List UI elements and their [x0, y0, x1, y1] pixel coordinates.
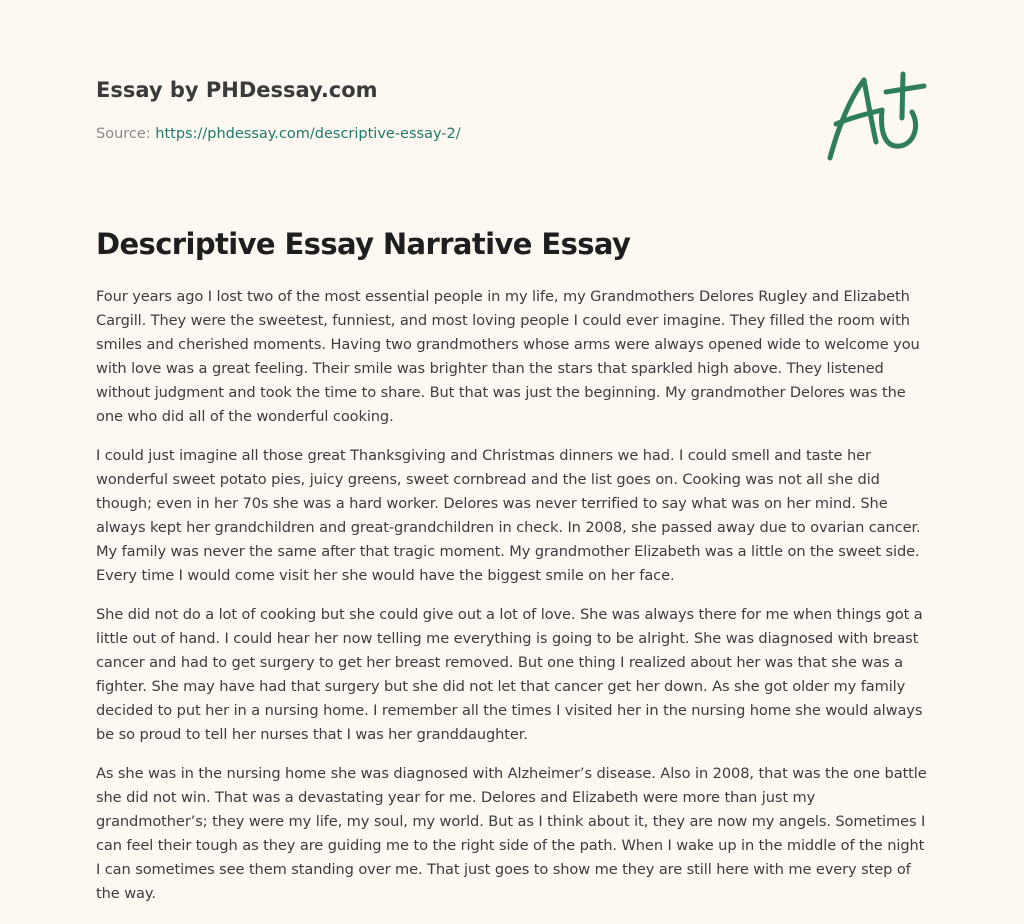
essay-paragraph: She did not do a lot of cooking but she could give out a lot of love. She was always there for me when things got a little out of hand. I could hear her now telling me everything is going to be alright. She was diagnosed with breast cancer and had to get surgery to get her breast removed. But one thing I realized about her was that she was a fighter. She may have had that surgery but she did not let that cancer get her down. As she got older my family decided to put her in a nursing home. I remember all the times I visited her in the nursing home she would always be so proud to tell her nurses that I was her granddaughter.: [96, 606, 923, 743]
essay-paragraph: Four years ago I lost two of the most essential people in my life, my Grandmothers Delores Rugley and Elizabeth Cargill. They were the sweetest, funniest, and most loving people I could ever imagine. They filled the room with smiles and cherished moments. Having two grandmothers whose arms were always opened wide to welcome you with love was a great feeling. Their smile was brighter than the stars that sparkled high above. They listened without judgment and took the time to share. But that was just the beginning. My grandmother Delores was the one who did all of the wonderful cooking.: [96, 288, 920, 425]
essay-paragraph: I could just imagine all those great Thanksgiving and Christmas dinners we had. I could smell and taste her wonderful sweet potato pies, juicy greens, sweet cornbread and the list goes on. Cooking was not all she did though; even in her 70s she was a hard worker. Delores was never terrified to say what was on her mind. She always kept her grandchildren and great-grandchildren in check. In 2008, she passed away due to ovarian cancer. My family was never the same after that tragic moment. My grandmother Elizabeth was a little on the sweet side. Every time I would come visit her she would have the biggest smile on her face.: [96, 447, 921, 584]
site-brand: Essay by PHDessay.com: [96, 78, 378, 102]
source-label: Source:: [96, 126, 151, 142]
source-link[interactable]: https://phdessay.com/descriptive-essay-2/: [155, 126, 461, 142]
essay-title: Descriptive Essay Narrative Essay: [96, 227, 631, 261]
a-plus-grade-icon: [820, 66, 930, 166]
essay-paragraph: As she was in the nursing home she was diagnosed with Alzheimer’s disease. Also in 2008, that was the one battle she did not win. That was a devastating year for me. Delores and Elizabeth were more than just my grandmother’s; they were my life, my soul, my world. But as I think about it, they are now my angels. Sometimes I can feel their tough as they are guiding me to the right side of the path. When I wake up in the middle of the night I can sometimes see them standing over me. That just goes to show me they are still here with me every step of the way.: [96, 765, 927, 902]
essay-body: [96, 285, 930, 921]
source-line: [96, 124, 696, 144]
page-header: [96, 76, 696, 144]
